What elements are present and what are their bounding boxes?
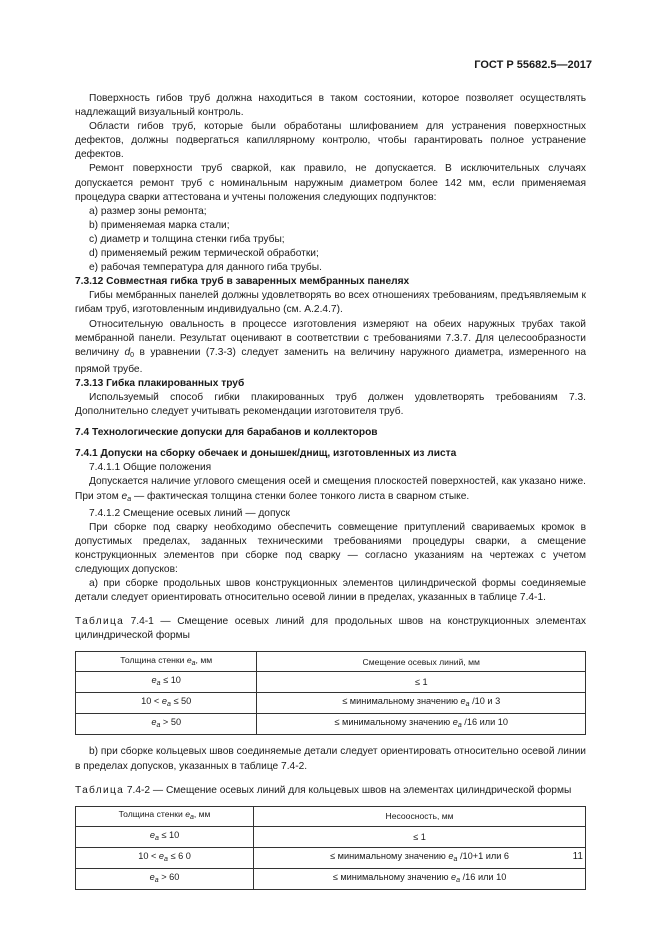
table-row [76,826,586,847]
paragraph: Допускается наличие углового смещения осей и смещения плоскостей поверхностей, как указано ниже. При этом $e_a$ — фактическая толщина стенки более тонкого листа в сварном стыке. [75,476,586,503]
table-cell: $e_a \le 10$ [76,826,254,847]
table-row [76,693,586,714]
list-item: c) диаметр и толщина стенки гиба трубы; [89,233,285,245]
subsection-heading-7-4-1-1: 7.4.1.1 Общие положения [89,462,212,474]
table-cell: ≤ минимальному значению $e_a$ /16 или 10 [254,868,586,889]
table-cell: ≤ 1 [254,826,586,847]
table-cell: $e_a > 50$ [76,714,257,735]
page-content [75,92,586,890]
table-cell: $e_a > 60$ [76,868,254,889]
section-heading-7-3-13: 7.3.13 Гибка плакированных труб [75,377,245,389]
table-cell: $10 < e_a \le 50$ [76,693,257,714]
table-caption: Таблица 7.4-2 — Смещение осевых линий для кольцевых швов на элементах цилиндрической формы [75,784,572,796]
column-header: Толщина стенки $e_a$, мм [76,652,257,672]
paragraph: Поверхность гибов труб должна находиться в таком состоянии, которое позволяет осуществлять надлежащий визуальный контроль. [75,93,586,119]
section-heading-7-4-1: 7.4.1 Допуски на сборку обечаек и донышек/днищ, изготовленных из листа [75,448,457,460]
paragraph: Относительную овальность в процессе изготовления измеряют на обеих наружных трубах такой мембранной панели. Результат оценивают в соответствии с требованиями 7.3.7. Для целесообразности величину $d_0$ в уравнении (7.3-3) следует заменить на величину наружного диаметра, измеренного на прямой трубе. [75,318,587,375]
table-cell: $e_a \le 10$ [76,672,257,693]
table-7-4-2 [75,806,586,890]
paragraph: b) при сборке кольцевых швов соединяемые детали следует ориентировать относительно осевой линии в пределах допусков, указанных в таблице 7.4-2. [75,746,586,772]
table-cell: ≤ минимальному значению $e_a$ /10 и 3 [257,693,586,714]
column-header: Толщина стенки $e_a$, мм [76,806,254,826]
table-7-4-1 [75,651,586,735]
section-heading-7-3-12: 7.3.12 Совместная гибка труб в заваренных мембранных панелях [75,276,410,288]
section-heading-7-4: 7.4 Технологические допуски для барабанов и коллекторов [75,427,378,439]
table-row [76,868,586,889]
table-row [76,714,586,735]
paragraph: Ремонт поверхности труб сваркой, как правило, не допускается. В исключительных случаях допускается ремонт труб с номинальным наружным диаметром более 142 мм, если применяемая процедура сварки аттестована и учтены положения следующих подпунктов: [75,163,586,203]
paragraph: Гибы мембранных панелей должны удовлетворять во всех отношениях требованиям, предъявляемым к гибам труб, изготовленным индивидуально (см. А.2.4.7). [75,290,586,316]
list-item: b) применяемая марка стали; [89,219,230,231]
table-cell: ≤ минимальному значению $e_a$ /10+1 или 6 [254,847,586,868]
list-item: e) рабочая температура для данного гиба трубы. [89,262,322,274]
paragraph: Области гибов труб, которые были обработаны шлифованием для устранения поверхностных дефектов, должны подвергаться капиллярному контролю, чтобы гарантировать полное устранение дефектов. [75,121,586,161]
table-row [76,847,586,868]
column-header: Несоосность, мм [254,806,586,826]
table-row [76,672,586,693]
column-header: Смещение осевых линий, мм [257,652,586,672]
table-cell: ≤ минимальному значению $e_a$ /16 или 10 [257,714,586,735]
page-number: 11 [572,851,583,862]
paragraph: При сборке под сварку необходимо обеспечить совмещение притуплений свариваемых кромок в допустимых пределах, заданных техническими требованиями процедуры сварки, а смещение конструкционных элементов при сборке под сварку — согласно указаниям на чертежах с учетом следующих допусков: [75,521,586,575]
paragraph: а) при сборке продольных швов конструкционных элементов цилиндрической формы соединяемые детали следует ориентировать относительно осевой линии в пределах, указанных в таблице 7.4-1. [75,578,586,604]
list-item: a) размер зоны ремонта; [89,205,207,217]
table-cell: $10 < e_a \le 6$ 0 [76,847,254,868]
paragraph: Используемый способ гибки плакированных труб должен удовлетворять требованиям 7.3. Дополнительно следует учитывать рекомендации изготовителя труб. [75,391,586,418]
subsection-heading-7-4-1-2: 7.4.1.2 Смещение осевых линий — допуск [89,507,290,519]
list-item: d) применяемый режим термической обработки; [89,248,319,260]
document-id-header: ГОСТ Р 55682.5—2017 [474,59,592,71]
table-caption: Таблица 7.4-1 — Смещение осевых линий для продольных швов на конструкционных элементах цилиндрической формы [75,616,586,642]
table-cell: ≤ 1 [257,672,586,693]
